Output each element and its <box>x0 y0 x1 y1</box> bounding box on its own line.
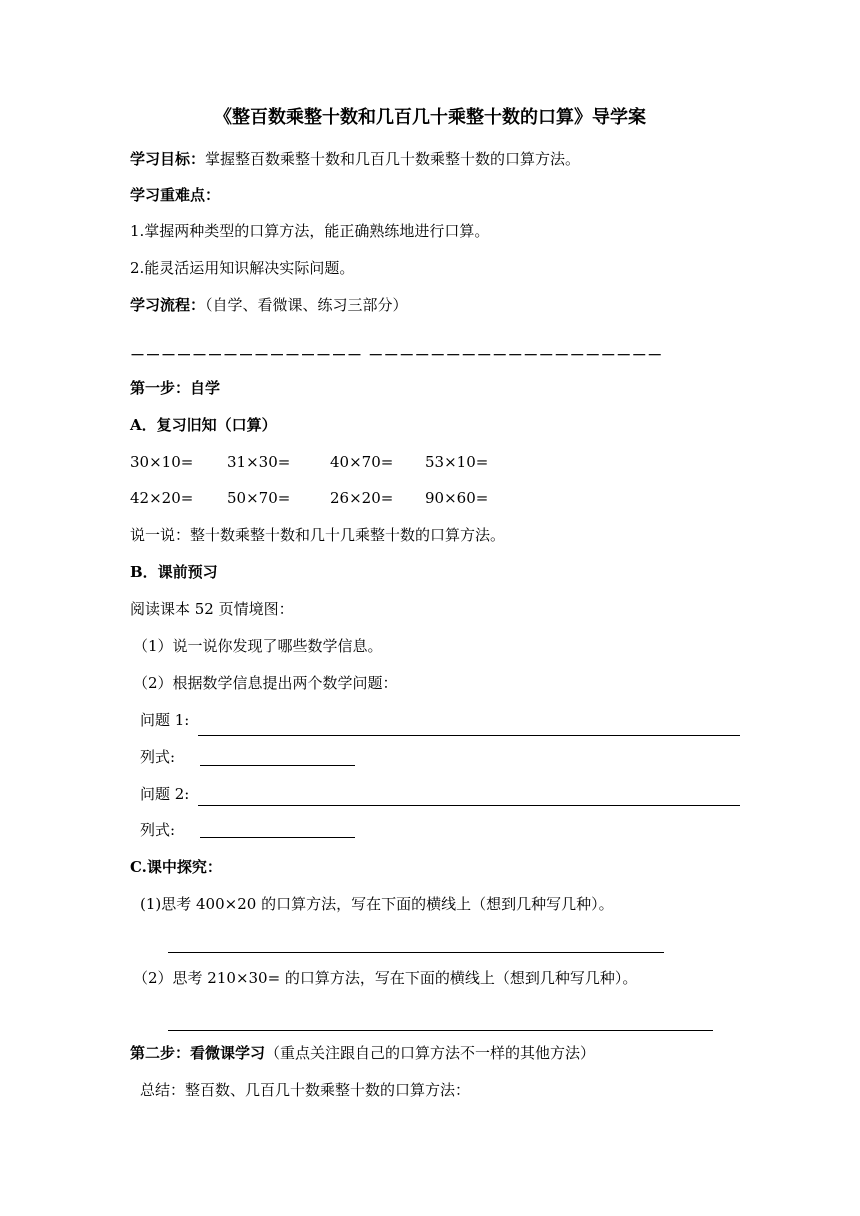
section-b-intro: 阅读课本 52 页情境图： <box>130 600 294 618</box>
goal-text: 掌握整百数乘整十数和几百几十数乘整十数的口算方法。 <box>205 150 581 168</box>
section-a-heading: A．复习旧知（口算） <box>130 416 277 434</box>
formula-1-label: 列式: <box>140 748 176 766</box>
problem-1-label: 问题 1: <box>140 711 190 729</box>
formula-2-label: 列式: <box>140 821 176 839</box>
calc-item: 50×70= <box>227 489 291 507</box>
step2-summary: 总结：整百数、几百几十数乘整十数的口算方法： <box>140 1081 471 1099</box>
flow-text: （自学、看微课、练习三部分） <box>205 296 408 314</box>
calc-item: 42×20= <box>130 489 194 507</box>
flow-line <box>130 295 408 315</box>
calc-item: 40×70= <box>330 453 394 471</box>
step2-heading: 第二步：看微课学习 <box>130 1044 266 1062</box>
goal-line <box>130 149 580 169</box>
goal-label: 学习目标： <box>130 150 206 168</box>
calc-item: 31×30= <box>227 453 291 471</box>
section-c-question-1: (1)思考 400×20 的口算方法，写在下面的横线上（想到几种写几种）。 <box>140 895 614 913</box>
formula-2-answer-line[interactable] <box>200 837 355 838</box>
section-c-answer-line-2[interactable] <box>168 1030 713 1031</box>
step2-line <box>130 1043 595 1063</box>
section-c-heading: C.课中探究： <box>130 858 222 876</box>
key-point-1: 1.掌握两种类型的口算方法，能正确熟练地进行口算。 <box>130 222 490 240</box>
section-b-question-1: （1）说一说你发现了哪些数学信息。 <box>133 637 383 655</box>
page-title: 《整百数乘整十数和几百几十乘整十数的口算》导学案 <box>214 107 646 128</box>
calc-item: 90×60= <box>425 489 489 507</box>
problem-2-label: 问题 2: <box>140 785 190 803</box>
section-c-question-2: （2）思考 210×30= 的口算方法，写在下面的横线上（想到几种写几种）。 <box>133 969 638 987</box>
step1-heading: 第一步：自学 <box>130 379 221 397</box>
calc-item: 30×10= <box>130 453 194 471</box>
flow-label: 学习流程： <box>130 296 206 314</box>
separator-line: －－－－－－－－－－－－－－－ －－－－－－－－－－－－－－－－－－－ <box>130 346 663 364</box>
section-b-question-2: （2）根据数学信息提出两个数学问题： <box>133 674 398 692</box>
section-b-heading: B．课前预习 <box>130 563 218 581</box>
key-point-2: 2.能灵活运用知识解决实际问题。 <box>130 259 355 277</box>
problem-2-answer-line[interactable] <box>198 805 740 806</box>
section-c-answer-line-1[interactable] <box>168 952 664 953</box>
calc-item: 26×20= <box>330 489 394 507</box>
step2-note: （重点关注跟自己的口算方法不一样的其他方法） <box>265 1044 596 1062</box>
key-points-label: 学习重难点： <box>130 186 221 204</box>
calc-item: 53×10= <box>425 453 489 471</box>
formula-1-answer-line[interactable] <box>200 765 355 766</box>
problem-1-answer-line[interactable] <box>198 735 740 736</box>
say-prompt: 说一说：整十数乘整十数和几十几乘整十数的口算方法。 <box>130 526 506 544</box>
